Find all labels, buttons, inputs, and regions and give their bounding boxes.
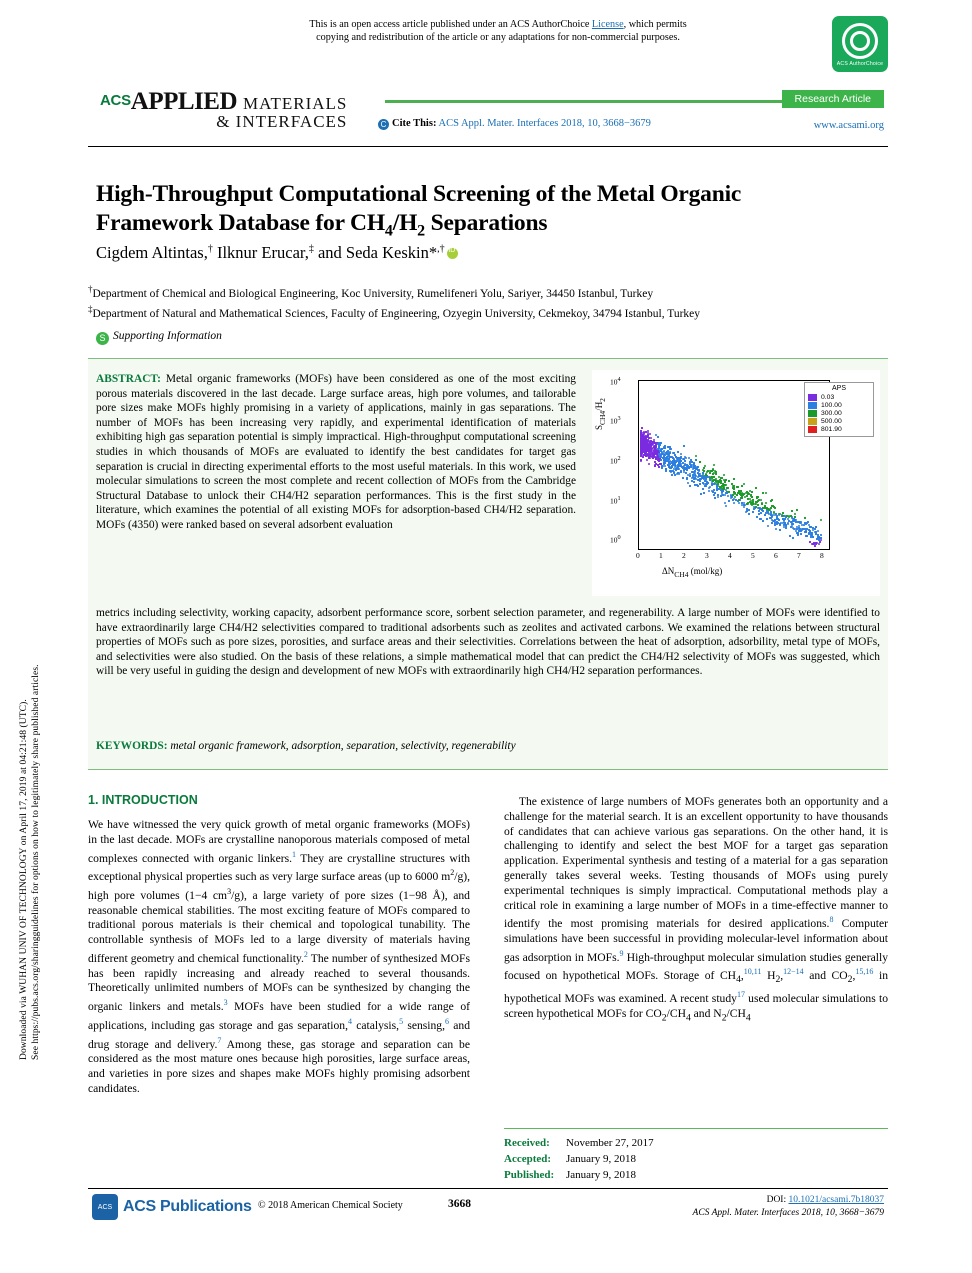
- scatter-point: [677, 468, 679, 470]
- scatter-point: [792, 537, 794, 539]
- open-access-text: [188, 18, 808, 44]
- scatter-point: [792, 523, 794, 525]
- scatter-point: [800, 533, 802, 535]
- scatter-point: [702, 488, 704, 490]
- download-notice: [18, 640, 42, 1060]
- scatter-point: [811, 532, 813, 534]
- scatter-point: [799, 528, 801, 530]
- scatter-point: [703, 467, 705, 469]
- scatter-point: [747, 498, 749, 500]
- scatter-point: [774, 507, 776, 509]
- acs-authorchoice-badge-icon: [832, 16, 888, 72]
- scatter-point: [647, 454, 649, 456]
- scatter-point: [759, 508, 761, 510]
- scatter-point: [818, 543, 820, 545]
- scatter-point: [736, 486, 738, 488]
- scatter-point: [782, 512, 784, 514]
- scatter-point: [752, 503, 754, 505]
- accepted-label: Accepted:: [504, 1153, 552, 1165]
- scatter-point: [652, 457, 654, 459]
- keywords: [96, 740, 880, 752]
- scatter-point: [658, 466, 660, 468]
- scatter-point: [738, 499, 740, 501]
- abstract-body-col: Metal organic frameworks (MOFs) have been considered as one of the most exciting porous materials discovered in the last decade. Large surface areas, high pore volumes, and tailorable pore sizes make MOFs highly promising in a variety of applications, mainly in gas separations. The number of MOFs has been increasing very rapidly, and experimental identification of materials exhibiting high gas separation potential is simply impractical. High-throughput computational screening studies in which thousands of MOFs are evaluated to identify the best candidates for target gas separation is crucial in directing experimental efforts to the most useful materials. In this work, we used molecular simulations to screen the most complete and recent collection of MOFs from the Cambridge Structural Database to unlock their CH4/H2 separation performances. This is the first study in the literature, which examines the potential of all existing MOFs for adsorption-based CH4/H2 separation. MOFs (4350) were ranked based on several adsorbent evaluation: [96, 373, 576, 531]
- scatter-point: [817, 536, 819, 538]
- scatter-point: [660, 459, 662, 461]
- scatter-point: [764, 514, 766, 516]
- title-sub-2: 2: [417, 222, 425, 240]
- scatter-point: [733, 488, 735, 490]
- scatter-point: [757, 496, 759, 498]
- chart-x-label: $\Delta N_{CH4}$ (mol/kg): [662, 566, 723, 579]
- author-list: Cigdem Altintas,† Ilknur Erucar,‡ and Seda Keskin*,†iD: [96, 243, 886, 263]
- affiliation-2: ‡Department of Natural and Mathematical Sciences, Faculty of Engineering, Ozyegin University, Cekmekoy, 34794 Istanbul, Turkey: [88, 304, 701, 320]
- scatter-point: [738, 502, 740, 504]
- legend-item: [808, 410, 870, 417]
- scatter-point: [815, 542, 817, 544]
- scatter-point: [748, 513, 750, 515]
- scatter-point: [767, 525, 769, 527]
- legend-swatch-icon: [808, 418, 817, 425]
- abstract-label: ABSTRACT:: [96, 373, 161, 385]
- scatter-point: [724, 494, 726, 496]
- scatter-point: [756, 496, 758, 498]
- legend-label: 0.03: [821, 394, 835, 401]
- legend-swatch-icon: [808, 426, 817, 433]
- scatter-point: [696, 468, 698, 470]
- scatter-point: [661, 467, 663, 469]
- scatter-point: [647, 449, 649, 451]
- scatter-point: [733, 478, 735, 480]
- scatter-point: [805, 531, 807, 533]
- scatter-point: [700, 493, 702, 495]
- scatter-point: [728, 500, 730, 502]
- scatter-point: [684, 464, 686, 466]
- scatter-point: [735, 499, 737, 501]
- scatter-point: [718, 488, 720, 490]
- scatter-plot-area: [638, 380, 830, 550]
- section-heading-introduction: 1. INTRODUCTION: [88, 793, 198, 807]
- scatter-point: [724, 481, 726, 483]
- scatter-point: [776, 515, 778, 517]
- scatter-point: [804, 517, 806, 519]
- received-label: Received:: [504, 1137, 550, 1149]
- legend-label: 500.00: [821, 418, 842, 425]
- scatter-point: [756, 516, 758, 518]
- cite-this-line: [378, 118, 651, 130]
- scatter-point: [733, 502, 735, 504]
- legend-label: 300.00: [821, 410, 842, 417]
- scatter-point: [771, 522, 773, 524]
- scatter-point: [723, 474, 725, 476]
- scatter-point: [645, 431, 647, 433]
- scatter-point: [770, 500, 772, 502]
- scatter-point: [641, 427, 643, 429]
- scatter-point: [805, 535, 807, 537]
- scatter-point: [692, 474, 694, 476]
- scatter-point: [655, 444, 657, 446]
- scatter-point: [689, 485, 691, 487]
- scatter-point: [669, 448, 671, 450]
- authorchoice-caption: ACS AuthorChoice: [836, 61, 884, 67]
- affiliation-1: †Department of Chemical and Biological Engineering, Koc University, Rumelifeneri Yolu, Sariyer, 34450 Istanbul, Turkey: [88, 284, 654, 300]
- legend-item: [808, 402, 870, 409]
- scatter-point: [703, 492, 705, 494]
- journal-interfaces: & INTERFACES: [216, 112, 348, 131]
- scatter-point: [765, 492, 767, 494]
- scatter-point: [762, 510, 764, 512]
- scatter-point: [660, 442, 662, 444]
- scatter-point: [661, 465, 663, 467]
- accepted-date: January 9, 2018: [566, 1153, 636, 1165]
- scatter-point: [677, 451, 679, 453]
- scatter-point: [663, 462, 665, 464]
- scatter-point: [693, 481, 695, 483]
- published-date: January 9, 2018: [566, 1169, 636, 1181]
- download-notice-line2: See https://pubs.acs.org/sharingguidelines for options on how to legitimately share published articles.: [31, 664, 41, 1060]
- scatter-point: [675, 461, 677, 463]
- scatter-point: [712, 469, 714, 471]
- scatter-point: [741, 496, 743, 498]
- scatter-point: [720, 477, 722, 479]
- scatter-point: [665, 468, 667, 470]
- scatter-point: [700, 478, 702, 480]
- scatter-point: [727, 495, 729, 497]
- title-line-2b: /H: [392, 210, 418, 236]
- acs-logo-icon: ACS: [92, 1194, 118, 1220]
- scatter-point: [646, 446, 648, 448]
- legend-item: [808, 426, 870, 433]
- article-type-badge: Research Article: [782, 90, 884, 108]
- scatter-point: [809, 541, 811, 543]
- scatter-point: [648, 463, 650, 465]
- scatter-point: [793, 518, 795, 520]
- title-line-1: High-Throughput Computational Screening of the Metal Organic: [96, 181, 742, 207]
- supporting-information-link[interactable]: [96, 330, 222, 345]
- scatter-point: [708, 490, 710, 492]
- scatter-point: [674, 474, 676, 476]
- scatter-point: [725, 505, 727, 507]
- scatter-point: [657, 436, 659, 438]
- scatter-point: [715, 473, 717, 475]
- legend-label: 801.90: [821, 426, 842, 433]
- scatter-point: [770, 517, 772, 519]
- publication-dates: [504, 1128, 888, 1183]
- scatter-point: [694, 477, 696, 479]
- scatter-point: [762, 520, 764, 522]
- scatter-point: [775, 528, 777, 530]
- scatter-point: [673, 452, 675, 454]
- scatter-point: [641, 437, 643, 439]
- cite-label: Cite This:: [392, 118, 437, 129]
- scatter-point: [684, 460, 686, 462]
- journal-materials: MATERIALS: [242, 94, 348, 113]
- scatter-point: [791, 510, 793, 512]
- scatter-point: [695, 459, 697, 461]
- scatter-point: [815, 531, 817, 533]
- scatter-point: [770, 507, 772, 509]
- scatter-point: [649, 455, 651, 457]
- scatter-point: [693, 466, 695, 468]
- scatter-point: [694, 474, 696, 476]
- scatter-point: [728, 480, 730, 482]
- scatter-point: [650, 445, 652, 447]
- scatter-point: [779, 529, 781, 531]
- scatter-point: [697, 472, 699, 474]
- supporting-info-label: Supporting Information: [113, 330, 222, 342]
- copyright-text: © 2018 American Chemical Society: [258, 1200, 403, 1211]
- scatter-point: [790, 515, 792, 517]
- journal-url[interactable]: www.acsami.org: [813, 120, 884, 131]
- scatter-point: [714, 497, 716, 499]
- scatter-point: [722, 494, 724, 496]
- intro-right-column: The existence of large numbers of MOFs generates both an opportunity and a challenge for the material search. It is an excellent opportunity to have thousands of candidates that can achieve various gas separations. On the other hand, it is challenging to identify and select the best MOF for a target gas separation application. Experimental synthesis and testing of a material for a gas separation generally takes several weeks. Testing thousands of MOFs using purely experimental techniques is simply impractical. Computational methods play a critical role in examining a large number of MOFs in a time-effective manner to identify the most promising materials for desired applications.$^8$ Computer simulations have been successful in providing molecular-level information about gas adsorption in MOFs.$^9$ High-throughput molecular simulation studies generally focused on hypothetical MOFs. Storage of $CH_4,^{10,11}$ $H_2,^{12-14}$ and $CO_2,^{15,16}$ in hypothetical MOFs was examined. A recent study$^{17}$ used molecular simulations to screen hypothetical MOFs for $CO_2/CH_4$ and $N_2/CH_4$: [504, 795, 889, 1024]
- scatter-point: [741, 485, 743, 487]
- scatter-point: [820, 537, 822, 539]
- scatter-point: [812, 536, 814, 538]
- scatter-point: [680, 453, 682, 455]
- legend-title: APS: [831, 385, 846, 392]
- doi-block: [693, 1194, 884, 1220]
- scatter-point: [720, 495, 722, 497]
- scatter-point: [761, 503, 763, 505]
- scatter-point: [789, 535, 791, 537]
- scatter-point: [766, 518, 768, 520]
- acs-wordmark: ACS: [100, 92, 131, 109]
- footer-divider: [88, 1188, 888, 1189]
- scatter-point: [743, 504, 745, 506]
- scatter-point: [805, 530, 807, 532]
- supporting-info-icon: S: [96, 332, 109, 345]
- scatter-point: [647, 434, 649, 436]
- scatter-point: [670, 467, 672, 469]
- legend-swatch-icon: [808, 410, 817, 417]
- scatter-point: [659, 444, 661, 446]
- scatter-point: [682, 477, 684, 479]
- scatter-point: [765, 502, 767, 504]
- scatter-point: [797, 534, 799, 536]
- legend-swatch-icon: [808, 402, 817, 409]
- scatter-point: [728, 491, 730, 493]
- cite-icon: C: [378, 119, 389, 130]
- scatter-point: [645, 455, 647, 457]
- scatter-point: [709, 472, 711, 474]
- scatter-point: [755, 487, 757, 489]
- scatter-point: [700, 475, 702, 477]
- cite-value[interactable]: ACS Appl. Mater. Interfaces 2018, 10, 3668−3679: [438, 118, 651, 129]
- doi-label: DOI:: [766, 1195, 787, 1205]
- legend-item: [808, 418, 870, 425]
- scatter-point: [683, 445, 685, 447]
- scatter-point: [643, 432, 645, 434]
- intro-left-column: We have witnessed the very quick growth of metal organic frameworks (MOFs) in the last decade. MOFs are crystalline nanoporous materials composed of metal complexes connected with organic linkers.$^1$ They are crystalline structures with exceptional physical properties such as very large surface areas (up to 6000 $m^2/g$), high pore volumes (1−4 $cm^3/g$), a large variety of pore sizes (1−98 Å), and reasonable chemical stabilities. The most exciting feature of MOFs compared to traditional porous materials is their chemical and topological tunability. The controllable synthesis of MOFs led to a large diversity of materials having different geometry and chemical functionality.$^2$ The number of synthesized MOFs has been rapidly increasing and already reached to several thousands. Theoretically unlimited numbers of MOFs can be synthesized by changing the organic linkers and metals.$^3$ MOFs have been studied for a wide range of applications, including gas storage and gas separation,$^4$ catalysis,$^5$ sensing,$^6$ and drug storage and delivery.$^7$ Among these, gas storage and separation can be considered as the most mature ones because high porosities, large surface areas, and varieties in pore sizes and shapes make MOFs highly promising adsorbent candidates.: [88, 818, 471, 1095]
- scatter-point: [759, 518, 761, 520]
- scatter-point: [645, 437, 647, 439]
- keywords-label: KEYWORDS:: [96, 740, 168, 752]
- scatter-point: [809, 526, 811, 528]
- scatter-point: [726, 487, 728, 489]
- scatter-point: [671, 474, 673, 476]
- open-access-text-after: , which permits: [623, 19, 687, 30]
- scatter-point: [736, 494, 738, 496]
- scatter-point: [716, 488, 718, 490]
- title-sub-4: 4: [384, 222, 393, 240]
- journal-reference: ACS Appl. Mater. Interfaces 2018, 10, 3668−3679: [692, 1208, 884, 1218]
- journal-logo: [100, 88, 347, 132]
- scatter-point: [713, 464, 715, 466]
- scatter-point: [794, 513, 796, 515]
- scatter-point: [699, 461, 701, 463]
- scatter-point: [694, 470, 696, 472]
- orcid-icon[interactable]: [447, 248, 458, 259]
- scatter-point: [674, 464, 676, 466]
- scatter-point: [642, 456, 644, 458]
- keywords-list: metal organic framework, adsorption, separation, selectivity, regenerability: [170, 740, 516, 752]
- scatter-point: [726, 492, 728, 494]
- scatter-point: [820, 519, 822, 521]
- scatter-point: [751, 491, 753, 493]
- scatter-point: [762, 507, 764, 509]
- affiliation-2-text: Department of Natural and Mathematical Sciences, Faculty of Engineering, Ozyegin University, Cekmekoy, 34794 Istanbul, Turkey: [92, 307, 701, 320]
- scatter-point: [689, 475, 691, 477]
- scatter-point: [752, 511, 754, 513]
- scatter-point: [737, 492, 739, 494]
- authorchoice-ring-icon: [842, 23, 878, 59]
- scatter-point: [687, 465, 689, 467]
- scatter-point: [815, 526, 817, 528]
- scatter-point: [748, 509, 750, 511]
- scatter-point: [733, 491, 735, 493]
- scatter-point: [704, 465, 706, 467]
- scatter-point: [654, 465, 656, 467]
- scatter-point: [712, 480, 714, 482]
- scatter-point: [796, 509, 798, 511]
- scatter-point: [800, 530, 802, 532]
- open-access-header: [88, 16, 888, 70]
- scatter-point: [814, 545, 816, 547]
- scatter-point: [762, 492, 764, 494]
- published-label: Published:: [504, 1169, 555, 1181]
- doi-link[interactable]: 10.1021/acsami.7b18037: [788, 1195, 884, 1205]
- masthead-rule: [385, 100, 805, 103]
- abstract-continued: metrics including selectivity, working capacity, adsorbent performance score, sorbent selection parameter, and regenerability. A large number of MOFs were identified to have extraordinarily large CH4/H2 selectivities compared to traditional adsorbents such as zeolites and activated carbons. We examined the relations between structural properties of MOFs such as pore sizes, porosities, and surface areas and their selectivities. Correlations between the heat of adsorption, adsorbility, metal type of MOFs, and selectivities were also studied. On the basis of these relations, a simple mathematical model that can predict the CH4/H2 selectivity of MOFs was suggested, which will be very useful in guiding the design and development of new MOFs with extraordinarily high CH4/H2 separation performances.: [96, 607, 880, 678]
- scatter-point: [663, 447, 665, 449]
- scatter-point: [687, 482, 689, 484]
- scatter-point: [650, 437, 652, 439]
- scatter-point: [747, 493, 749, 495]
- page-title: [96, 180, 886, 246]
- scatter-point: [717, 494, 719, 496]
- scatter-point: [706, 476, 708, 478]
- scatter-point: [814, 528, 816, 530]
- scatter-point: [664, 465, 666, 467]
- scatter-point: [707, 470, 709, 472]
- scatter-point: [670, 470, 672, 472]
- acs-publications-logo: [92, 1194, 252, 1220]
- scatter-point: [677, 472, 679, 474]
- download-notice-line1: Downloaded via WUHAN UNIV OF TECHNOLOGY on April 17, 2019 at 04:21:48 (UTC).: [19, 699, 29, 1060]
- title-line-2c: Separations: [424, 210, 548, 236]
- scatter-point: [666, 451, 668, 453]
- scatter-point: [712, 473, 714, 475]
- license-link[interactable]: License: [591, 19, 624, 30]
- scatter-point: [702, 482, 704, 484]
- scatter-point: [746, 495, 748, 497]
- scatter-point: [724, 502, 726, 504]
- abstract-graphic: $S_{CH4}/H_2$ $10^4$ $10^3$ $10^2$ $10^1$ $10^0$ 0 1 2 3 4 5 6 7 8 $\Delta N_{CH4}$ (mol/kg) APS 0.03 100.00 300.00 500.00 801.90: [592, 370, 880, 596]
- title-line-2a: Framework Database for CH: [96, 210, 385, 236]
- scatter-point: [685, 457, 687, 459]
- abstract-paragraph: [96, 372, 576, 533]
- scatter-point: [787, 522, 789, 524]
- scatter-point: [802, 528, 804, 530]
- chart-y-label: $S_{CH4}/H_2$: [594, 398, 607, 430]
- scatter-point: [776, 523, 778, 525]
- chart-legend: [804, 382, 874, 437]
- open-access-line2: copying and redistribution of the article or any adaptations for non-commercial purposes.: [316, 32, 680, 43]
- acs-publications-label: ACS Publications: [123, 1198, 252, 1215]
- page-number: 3668: [448, 1198, 471, 1210]
- scatter-point: [713, 494, 715, 496]
- journal-applied: APPLIED: [130, 88, 238, 115]
- scatter-point: [751, 496, 753, 498]
- scatter-point: [684, 467, 686, 469]
- scatter-point: [773, 506, 775, 508]
- scatter-point: [782, 518, 784, 520]
- scatter-point: [760, 499, 762, 501]
- scatter-point: [695, 455, 697, 457]
- header-divider: [88, 146, 888, 147]
- scatter-point: [743, 506, 745, 508]
- legend-label: 100.00: [821, 402, 842, 409]
- scatter-point: [719, 486, 721, 488]
- scatter-point: [704, 485, 706, 487]
- scatter-point: [646, 441, 648, 443]
- scatter-point: [647, 430, 649, 432]
- scatter-point: [706, 483, 708, 485]
- affiliation-1-text: Department of Chemical and Biological Engineering, Koc University, Rumelifeneri Yolu, Sariyer, 34450 Istanbul, Turkey: [92, 287, 654, 300]
- scatter-point: [760, 512, 762, 514]
- scatter-point: [733, 485, 735, 487]
- scatter-point: [697, 485, 699, 487]
- open-access-text-before: This is an open access article published under an ACS AuthorChoice: [309, 19, 592, 30]
- scatter-point: [699, 483, 701, 485]
- legend-item: [808, 394, 870, 401]
- legend-swatch-icon: [808, 394, 817, 401]
- received-date: November 27, 2017: [566, 1137, 654, 1149]
